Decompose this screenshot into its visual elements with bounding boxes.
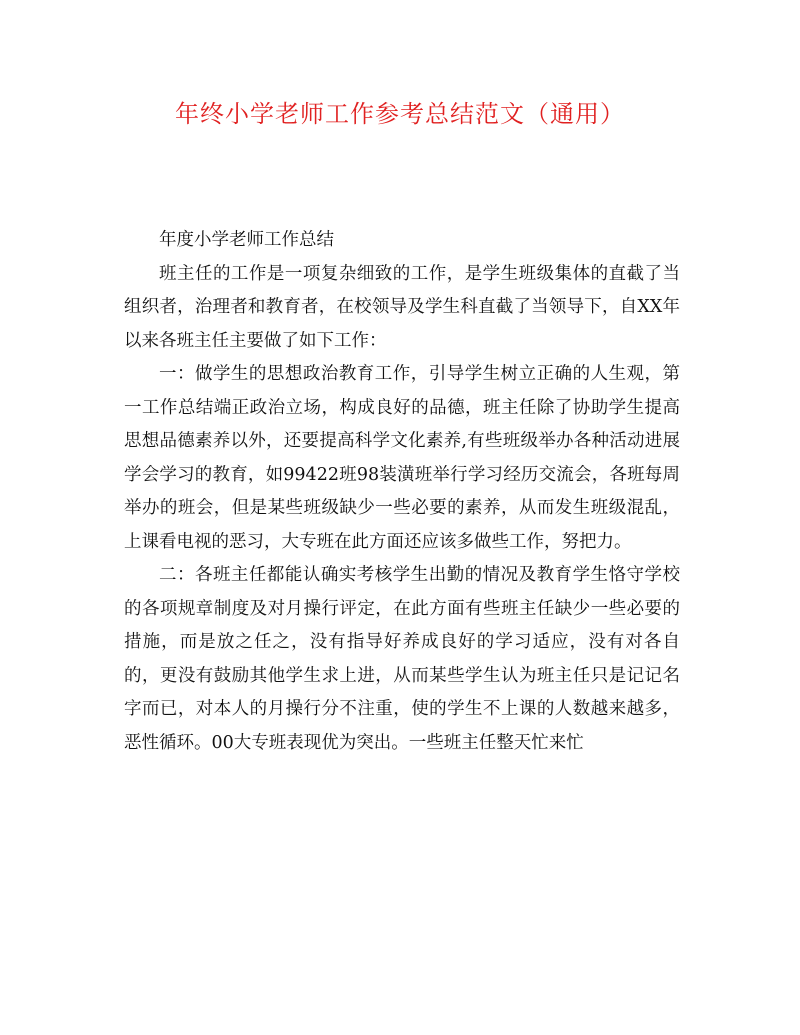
paragraph-point-one: 一：做学生的思想政治教育工作，引导学生树立正确的人生观，第一工作总结端正政治立场，构成良好的品德，班主任除了协助学生提高思想品德素养以外，还要提高科学文化素养,有些班级举办各种活动进展学会学习的教育，如99422班98装潢班举行学习经历交流会，各班每周举办的班会，但是某些班级缺少一些必要的素养，从而发生班级混乱，上课看电视的恶习，大专班在此方面还应该多做些工作，努把力。 — [124, 364, 680, 552]
paragraph-intro: 班主任的工作是一项复杂细致的工作，是学生班级集体的直截了当组织者，治理者和教育者，在校领导及学生科直截了当领导下，自XX年以来各班主任主要做了如下工作： — [124, 263, 680, 351]
document-body — [124, 224, 680, 760]
document-title: 年终小学老师工作参考总结范文（通用） — [175, 100, 625, 128]
section-heading: 年度小学老师工作总结 — [159, 230, 334, 250]
paragraph-point-two: 二：各班主任都能认确实考核学生出勤的情况及教育学生恪守学校的各项规章制度及对月操行评定，在此方面有些班主任缺少一些必要的措施，而是放之任之，没有指导好养成良好的学习适应，没有对各自的，更没有鼓励其他学生求上进，从而某些学生认为班主任只是记记名字而已，对本人的月操行分不注重，使的学生不上课的人数越来越多，恶性循环。00大专班表现优为突出。一些班主任整天忙来忙 — [124, 565, 680, 753]
